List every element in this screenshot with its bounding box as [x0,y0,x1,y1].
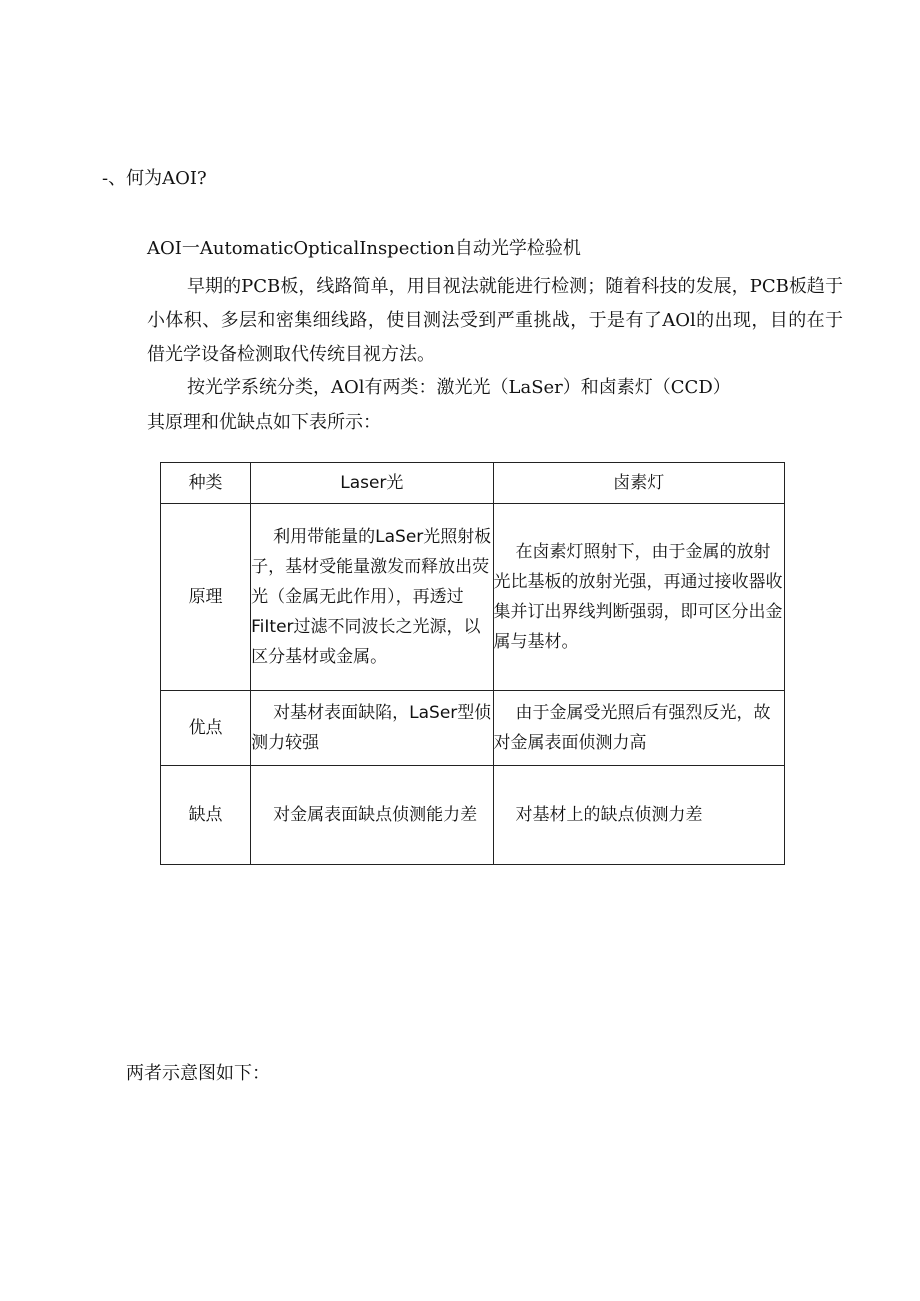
laser-principle-text: 利用带能量的LaSer光照射板子，基材受能量激发而释放出荧光（金属无此作用），再透过FiIter过滤不同波长之光源，以区分基材或金属。 [251,527,492,667]
table-header-row [161,463,785,504]
laser-disadvantage-cell [251,766,493,865]
laser-advantage-cell [251,691,493,766]
row-label-principle: 原理 [161,504,251,691]
section-heading: -、何为AOI? [102,168,207,189]
header-laser: Laser光 [251,463,493,504]
row-label-disadvantage: 缺点 [161,766,251,865]
laser-disadvantage-text: 对金属表面缺点侦测能力差 [273,805,478,825]
header-halogen: 卤素灯 [493,463,784,504]
comparison-table [160,462,785,865]
aoi-definition: AOI一AutomaticOpticalInspection自动光学检验机 [147,238,581,259]
halogen-disadvantage-text: 对基材上的缺点侦测力差 [515,805,703,825]
background-paragraph: 早期的PCB板，线路简单，用目视法就能进行检测；随着科技的发展，PCB板趋于小体积、多层和密集细线路，使目测法受到严重挑战，于是有了AOl的出现，目的在于借光学设备检测取代传统目视方法。 [147,276,843,365]
halogen-disadvantage-cell [493,766,784,865]
halogen-advantage-cell [493,691,784,766]
table-row-disadvantage [161,766,785,865]
closing-line: 两者示意图如下： [126,1063,270,1084]
table-row-principle [161,504,785,691]
row-label-advantage: 优点 [161,691,251,766]
laser-advantage-text: 对基材表面缺陷，LaSer型侦测力较强 [251,703,492,753]
halogen-principle-text: 在卤素灯照射下，由于金属的放射光比基板的放射光强，再通过接收器收集并订出界线判断强弱，即可区分出金属与基材。 [493,542,783,652]
halogen-advantage-text: 由于金属受光照后有强烈反光，故对金属表面侦测力高 [493,703,771,753]
header-type: 种类 [161,463,251,504]
table-intro: 其原理和优缺点如下表所示： [147,412,381,433]
halogen-principle-cell [493,504,784,691]
laser-principle-cell [251,504,493,691]
classification-line: 按光学系统分类，AOl有两类：激光光（LaSer）和卤素灯（CCD） [187,377,731,398]
table-row-advantage [161,691,785,766]
